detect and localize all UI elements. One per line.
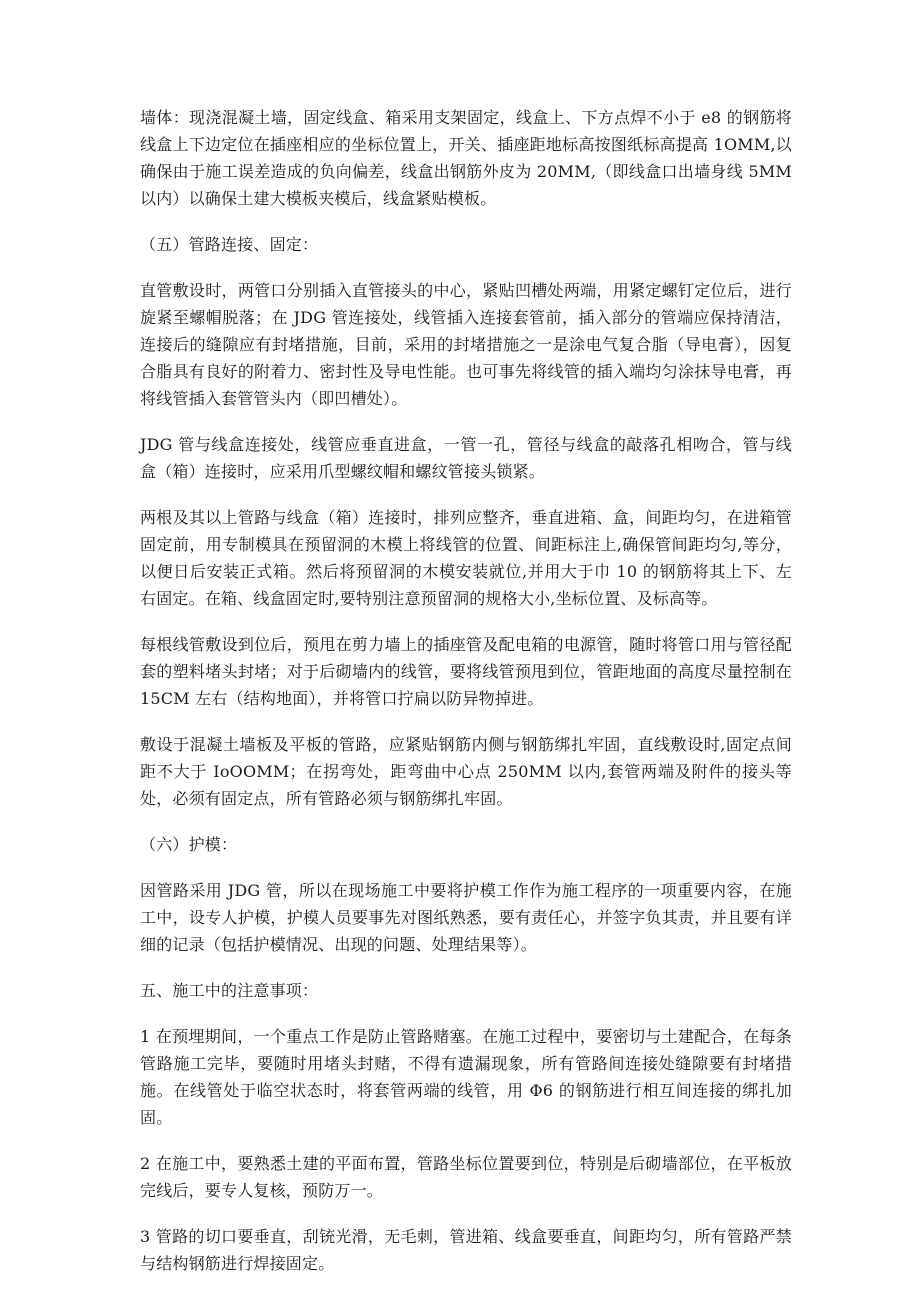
heading-pipe-connection: （五）管路连接、固定：	[140, 235, 319, 254]
paragraph-wall-box-fixing: 墙体：现浇混凝土墙，固定线盒、箱采用支架固定，线盒上、下方点焊不小于 e8 的钢筋将线盒上下边定位在插座相应的坐标位置上，开关、插座距地标高按图纸标高提高 1OMM,以确保由于施工误差造成的负向偏差，线盒出钢筋外皮为 20MM,（即线盒口出墙身线 5MM 以内）以确保土建大模板夹模后，线盒紧贴模板。	[140, 108, 792, 208]
document-body	[140, 104, 792, 1296]
paragraph-concrete-slab: 敷设于混凝土墙板及平板的管路，应紧贴钢筋内侧与钢筋绑扎牢固，直线敷设时,固定点间距不大于 IoOOMM；在拐弯处，距弯曲中心点 250MM 以内,套管两端及附件的接头等处，必须有固定点，所有管路必须与钢筋绑扎牢固。	[140, 735, 792, 808]
paragraph-multi-pipe: 两根及其以上管路与线盒（箱）连接时，排列应整齐，垂直进箱、盒，间距均匀，在进箱管固定前，用专制模具在预留洞的木模上将线管的位置、间距标注上,确保管间距均匀,等分，以便日后安装正式箱。然后将预留洞的木模安装就位,并用大于巾 10 的钢筋将其上下、左右固定。在箱、线盒固定时,要特别注意预留洞的规格大小,坐标位置、及标高等。	[140, 508, 792, 608]
heading-mold-protection: （六）护模：	[140, 835, 238, 854]
paragraph-jdg-box-connection: JDG 管与线盒连接处，线管应垂直进盒，一管一孔，管径与线盒的敲落孔相吻合，管与线盒（箱）连接时，应采用爪型螺纹帽和螺纹管接头锁紧。	[140, 435, 792, 481]
paragraph-note-3: 3 管路的切口要垂直，刮铳光滑，无毛刺，管进箱、线盒要垂直，间距均匀，所有管路严禁与结构钢筋进行焊接固定。	[140, 1227, 792, 1273]
paragraph-note-1: 1 在预埋期间，一个重点工作是防止管路赌塞。在施工过程中，要密切与土建配合，在每条管路施工完毕，要随时用堵头封赌，不得有遗漏现象，所有管路间连接处缝隙要有封堵措施。在线管处于临空状态时，将套管两端的线管，用 Φ6 的钢筋进行相互间连接的绑扎加固。	[140, 1027, 792, 1127]
paragraph-straight-pipe: 直管敷设时，两管口分别插入直管接头的中心，紧贴凹槽处两端，用紧定螺钉定位后，进行旋紧至螺帽脱落；在 JDG 管连接处，线管插入连接套管前，插入部分的管端应保持清洁，连接后的缝隙应有封堵措施，目前，采用的封堵措施之一是涂电气复合脂（导电膏），因复合脂具有良好的附着力、密封性及导电性能。也可事先将线管的插入端均匀涂抹导电膏，再将线管插入套管管头内（即凹槽处）。	[140, 281, 792, 408]
paragraph-pipe-plugging: 每根线管敷设到位后，预甩在剪力墙上的插座管及配电箱的电源管，随时将管口用与管径配套的塑料堵头封堵；对于后砌墙内的线管，要将线管预甩到位，管距地面的高度尽量控制在 15CM 左右（结构地面），并将管口拧扁以防异物掉进。	[140, 635, 792, 708]
paragraph-mold-protection: 因管路采用 JDG 管，所以在现场施工中要将护模工作作为施工程序的一项重要内容，在施工中，设专人护模，护模人员要事先对图纸熟悉，要有责任心，并签字负其责，并且要有详细的记录（包括护模情况、出现的问题、处理结果等）。	[140, 881, 792, 954]
heading-construction-notes: 五、施工中的注意事项：	[140, 981, 319, 1000]
paragraph-note-2: 2 在施工中，要熟悉土建的平面布置，管路坐标位置要到位，特别是后砌墙部位，在平板放完线后，要专人复核，预防万一。	[140, 1154, 792, 1200]
